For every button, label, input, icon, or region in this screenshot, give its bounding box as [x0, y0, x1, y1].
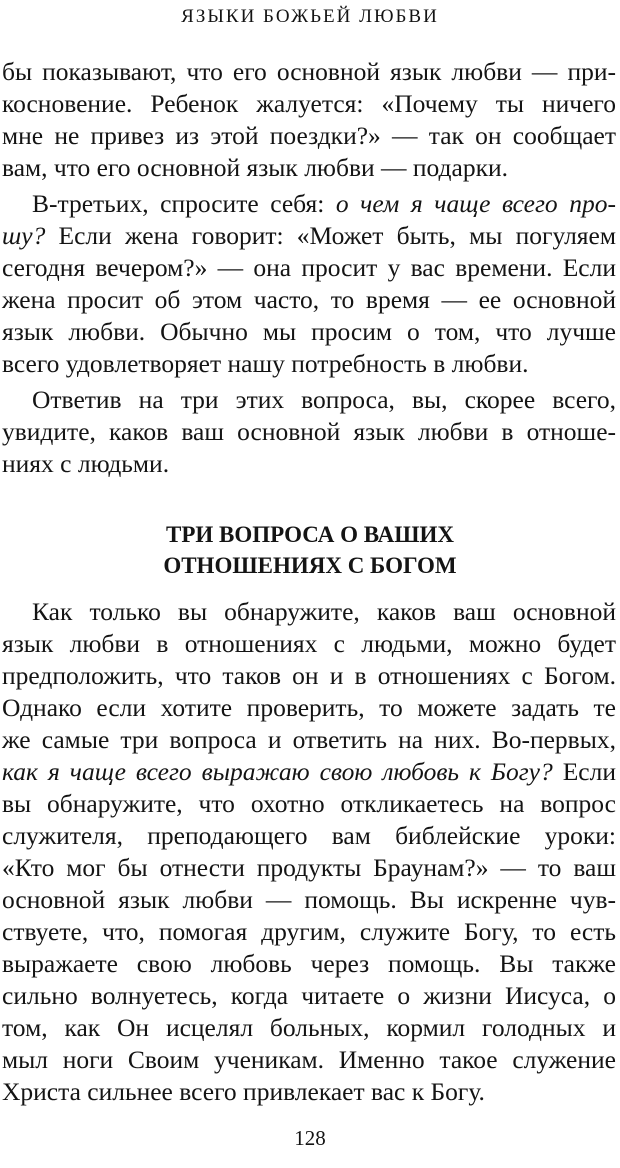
- running-head: ЯЗЫКИ БОЖЬЕЙ ЛЮБВИ: [181, 6, 439, 27]
- text-line: бы показывают, что его основной язык любви — при-: [2, 57, 616, 86]
- section-heading-line-2: ОТНОШЕНИЯХ С БОГОМ: [163, 553, 457, 578]
- text-line: вы обнаружите, что охотно откликаетесь на вопрос: [2, 789, 616, 818]
- text-line: В-третьих, спросите себя: о чем я чаще всего про-: [32, 189, 616, 218]
- italic-question: о чем я чаще всего про-: [335, 189, 616, 218]
- text-line: язык любви. Обычно мы просим о том, что лучше: [2, 317, 616, 346]
- text-line: язык любви в отношениях с людьми, можно будет: [2, 629, 616, 658]
- text-line: мне не привез из этой поездки?» — так он сообщает: [2, 121, 616, 150]
- text-line: увидите, каков ваш основной язык любви в отноше-: [2, 417, 616, 446]
- text-line: предположить, что таков он и в отношениях с Богом.: [2, 661, 616, 690]
- text-line: ствуете, что, помогая другим, служите Богу, то есть: [2, 917, 616, 946]
- italic-question: шу?: [2, 221, 46, 250]
- text-line: всего удовлетворяет нашу потребность в любви.: [2, 349, 529, 378]
- text-line: Как только вы обнаружите, каков ваш основной: [32, 597, 616, 626]
- text-line: сильно волнуетесь, когда читаете о жизни Иисуса, о: [2, 981, 616, 1010]
- text-line: как я чаще всего выражаю свою любовь к Богу? Если: [2, 757, 616, 786]
- text-line: мыл ноги Своим ученикам. Именно такое служение: [2, 1045, 616, 1074]
- text-line: сегодня вечером?» — она просит у вас времени. Если: [2, 253, 616, 282]
- section-heading-line-1: ТРИ ВОПРОСА О ВАШИХ: [166, 522, 454, 547]
- text-line: вам, что его основной язык любви — подарки.: [2, 153, 508, 182]
- text-line: Однако если хотите проверить, то можете задать те: [2, 693, 616, 722]
- text-line: том, как Он исцелял больных, кормил голодных и: [2, 1013, 616, 1042]
- text-line: косновение. Ребенок жалуется: «Почему ты ничего: [2, 89, 616, 118]
- text-line: Христа сильнее всего привлекает вас к Богу.: [2, 1077, 485, 1106]
- text-line: шу? Если жена говорит: «Может быть, мы погуляем: [2, 221, 616, 250]
- text-line: служителя, преподающего вам библейские уроки:: [2, 821, 616, 850]
- text-line: ниях с людьми.: [2, 449, 170, 478]
- page-number: 128: [294, 1126, 326, 1150]
- text-line: выражаете свою любовь через помощь. Вы также: [2, 949, 616, 978]
- text-line: жена просит об этом часто, то время — ее основной: [2, 285, 616, 314]
- text-line: Ответив на три этих вопроса, вы, скорее всего,: [32, 385, 616, 414]
- text-line: же самые три вопроса и ответить на них. Во-первых,: [2, 725, 616, 754]
- text-line: «Кто мог бы отнести продукты Браунам?» — то ваш: [2, 853, 616, 882]
- text-line: основной язык любви — помощь. Вы искренне чув-: [2, 885, 616, 914]
- italic-question: как я чаще всего выражаю свою любовь к Богу?: [2, 757, 553, 786]
